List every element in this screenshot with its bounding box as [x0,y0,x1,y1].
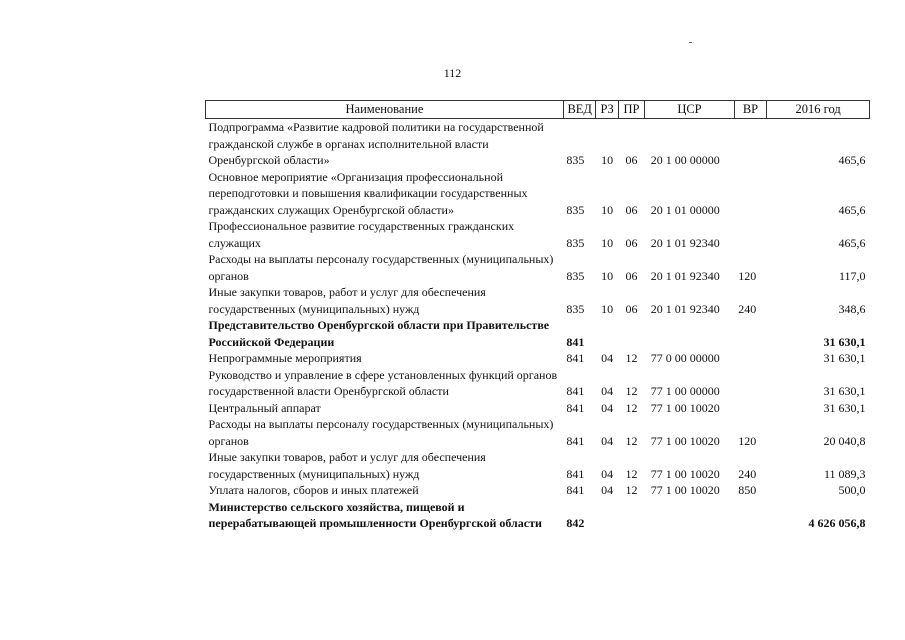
cell-vr [734,317,767,350]
cell-sum: 11 089,3 [823,466,866,481]
cell-csr [645,317,734,350]
cell-vr: 240 [738,466,757,481]
cell-ved: 841 [566,466,585,481]
cell-pr: 06 [625,202,638,217]
table-row [206,284,870,317]
cell-name: Расходы на выплаты персоналу государственных (муниципальных) органов [208,417,554,448]
header-vr: ВР [734,101,767,119]
cell-sum: 20 040,8 [823,433,866,448]
cell-name: Центральный аппарат [208,400,321,415]
cell-rz: 10 [601,268,614,283]
cell-pr: 12 [625,433,638,448]
header-csr: ЦСР [645,101,734,119]
budget-table [205,100,870,532]
cell-vr [734,350,767,367]
cell-pr: 12 [625,400,638,415]
table-row [206,367,870,400]
cell-csr: 77 1 00 10020 [650,466,720,481]
cell-csr: 77 0 00 00000 [650,351,720,365]
cell-csr: 77 1 00 10020 [650,483,720,497]
cell-ved: 835 [566,268,585,283]
cell-sum: 117,0 [838,268,866,283]
cell-vr: 120 [738,433,757,448]
cell-vr: 850 [738,483,757,497]
header-pr: ПР [618,101,644,119]
cell-name: Подпрограмма «Развитие кадровой политики на государственной гражданской службе в органах исполнительной власти Оренбургской области» [208,120,544,167]
cell-name: Руководство и управление в сфере установленных функций органов государственной власти Оренбургской области [208,367,558,398]
cell-sum: 465,6 [838,153,866,167]
cell-csr: 77 1 00 00000 [650,384,720,398]
cell-csr: 20 1 00 00000 [650,153,720,167]
page-number: 112 [443,66,462,80]
cell-vr [734,169,767,219]
cell-sum: 31 630,1 [823,400,866,415]
cell-sum: 31 630,1 [823,384,866,398]
cell-rz: 10 [601,202,614,217]
cell-csr: 77 1 00 10020 [650,400,720,415]
cell-pr: 12 [625,384,638,398]
cell-name: Министерство сельского хозяйства, пищевой и перерабатывающей промышленности Оренбургской области [208,499,542,530]
table-row [206,317,870,350]
cell-name: Профессиональное развитие государственных гражданских служащих [208,219,515,250]
table-row [206,499,870,532]
cell-csr: 20 1 01 92340 [650,301,720,316]
cell-sum: 4 626 056,8 [808,516,866,530]
cell-ved: 841 [566,433,585,448]
cell-vr [734,218,767,251]
cell-rz: 10 [601,235,614,250]
cell-rz: 04 [601,384,614,398]
cell-vr [734,367,767,400]
table-row [206,449,870,482]
cell-ved: 841 [566,334,585,349]
cell-csr: 20 1 01 00000 [650,202,720,217]
table-row [206,218,870,251]
cell-sum: 31 630,1 [823,334,866,349]
cell-rz: 04 [601,466,614,481]
cell-rz [596,317,618,350]
cell-pr [618,317,644,350]
cell-name: Основное мероприятие «Организация профессиональной переподготовки и повышения квалификации государственных гражданских служащих Оренбургской области» [208,169,528,217]
cell-pr: 12 [625,351,638,365]
cell-ved: 835 [566,202,585,217]
cell-rz: 10 [601,301,614,316]
cell-csr: 20 1 01 92340 [650,268,720,283]
table-row [206,482,870,499]
cell-vr: 240 [738,301,757,316]
header-name: Наименование [206,101,564,119]
cell-vr [734,119,767,169]
cell-rz: 04 [601,483,614,497]
scan-dot [689,42,692,43]
cell-csr: 77 1 00 10020 [650,433,720,448]
cell-rz: 04 [601,351,614,365]
cell-ved: 841 [566,384,585,398]
cell-sum: 465,6 [838,235,866,250]
cell-rz [596,499,618,532]
header-rz: РЗ [596,101,618,119]
cell-vr [734,400,767,417]
cell-sum: 465,6 [838,202,866,217]
table-row [206,119,870,169]
cell-pr: 06 [625,153,638,167]
cell-rz: 10 [601,153,614,167]
cell-ved: 841 [566,351,585,365]
table-row [206,416,870,449]
cell-sum: 348,6 [838,301,866,316]
cell-vr [734,499,767,532]
cell-ved: 842 [566,516,585,530]
header-sum: 2016 год [767,101,870,119]
cell-pr: 06 [625,235,638,250]
cell-name: Иные закупки товаров, работ и услуг для обеспечения государственных (муниципальных) нужд [208,450,486,481]
cell-pr: 12 [625,466,638,481]
table-row [206,350,870,367]
cell-vr: 120 [738,268,757,283]
cell-sum: 500,0 [838,483,866,497]
cell-name: Иные закупки товаров, работ и услуг для обеспечения государственных (муниципальных) нужд [208,285,486,316]
cell-csr: 20 1 01 92340 [650,235,720,250]
cell-ved: 841 [566,400,585,415]
cell-name: Непрограммные мероприятия [208,351,362,365]
cell-ved: 841 [566,483,585,497]
cell-name: Представительство Оренбургской области при Правительстве Российской Федерации [208,318,550,349]
cell-pr: 06 [625,301,638,316]
cell-ved: 835 [566,301,585,316]
cell-pr: 06 [625,268,638,283]
cell-pr: 12 [625,483,638,497]
table-header-row [206,101,870,119]
cell-csr [645,499,734,532]
cell-rz: 04 [601,433,614,448]
cell-rz: 04 [601,400,614,415]
cell-name: Уплата налогов, сборов и иных платежей [208,483,419,497]
table-body [206,119,870,532]
cell-ved: 835 [566,235,585,250]
header-ved: ВЕД [563,101,596,119]
cell-pr [618,499,644,532]
cell-name: Расходы на выплаты персоналу государственных (муниципальных) органов [208,252,554,283]
table-row [206,400,870,417]
table-row [206,169,870,219]
cell-ved: 835 [566,153,585,167]
table-row [206,251,870,284]
cell-sum: 31 630,1 [823,351,866,365]
